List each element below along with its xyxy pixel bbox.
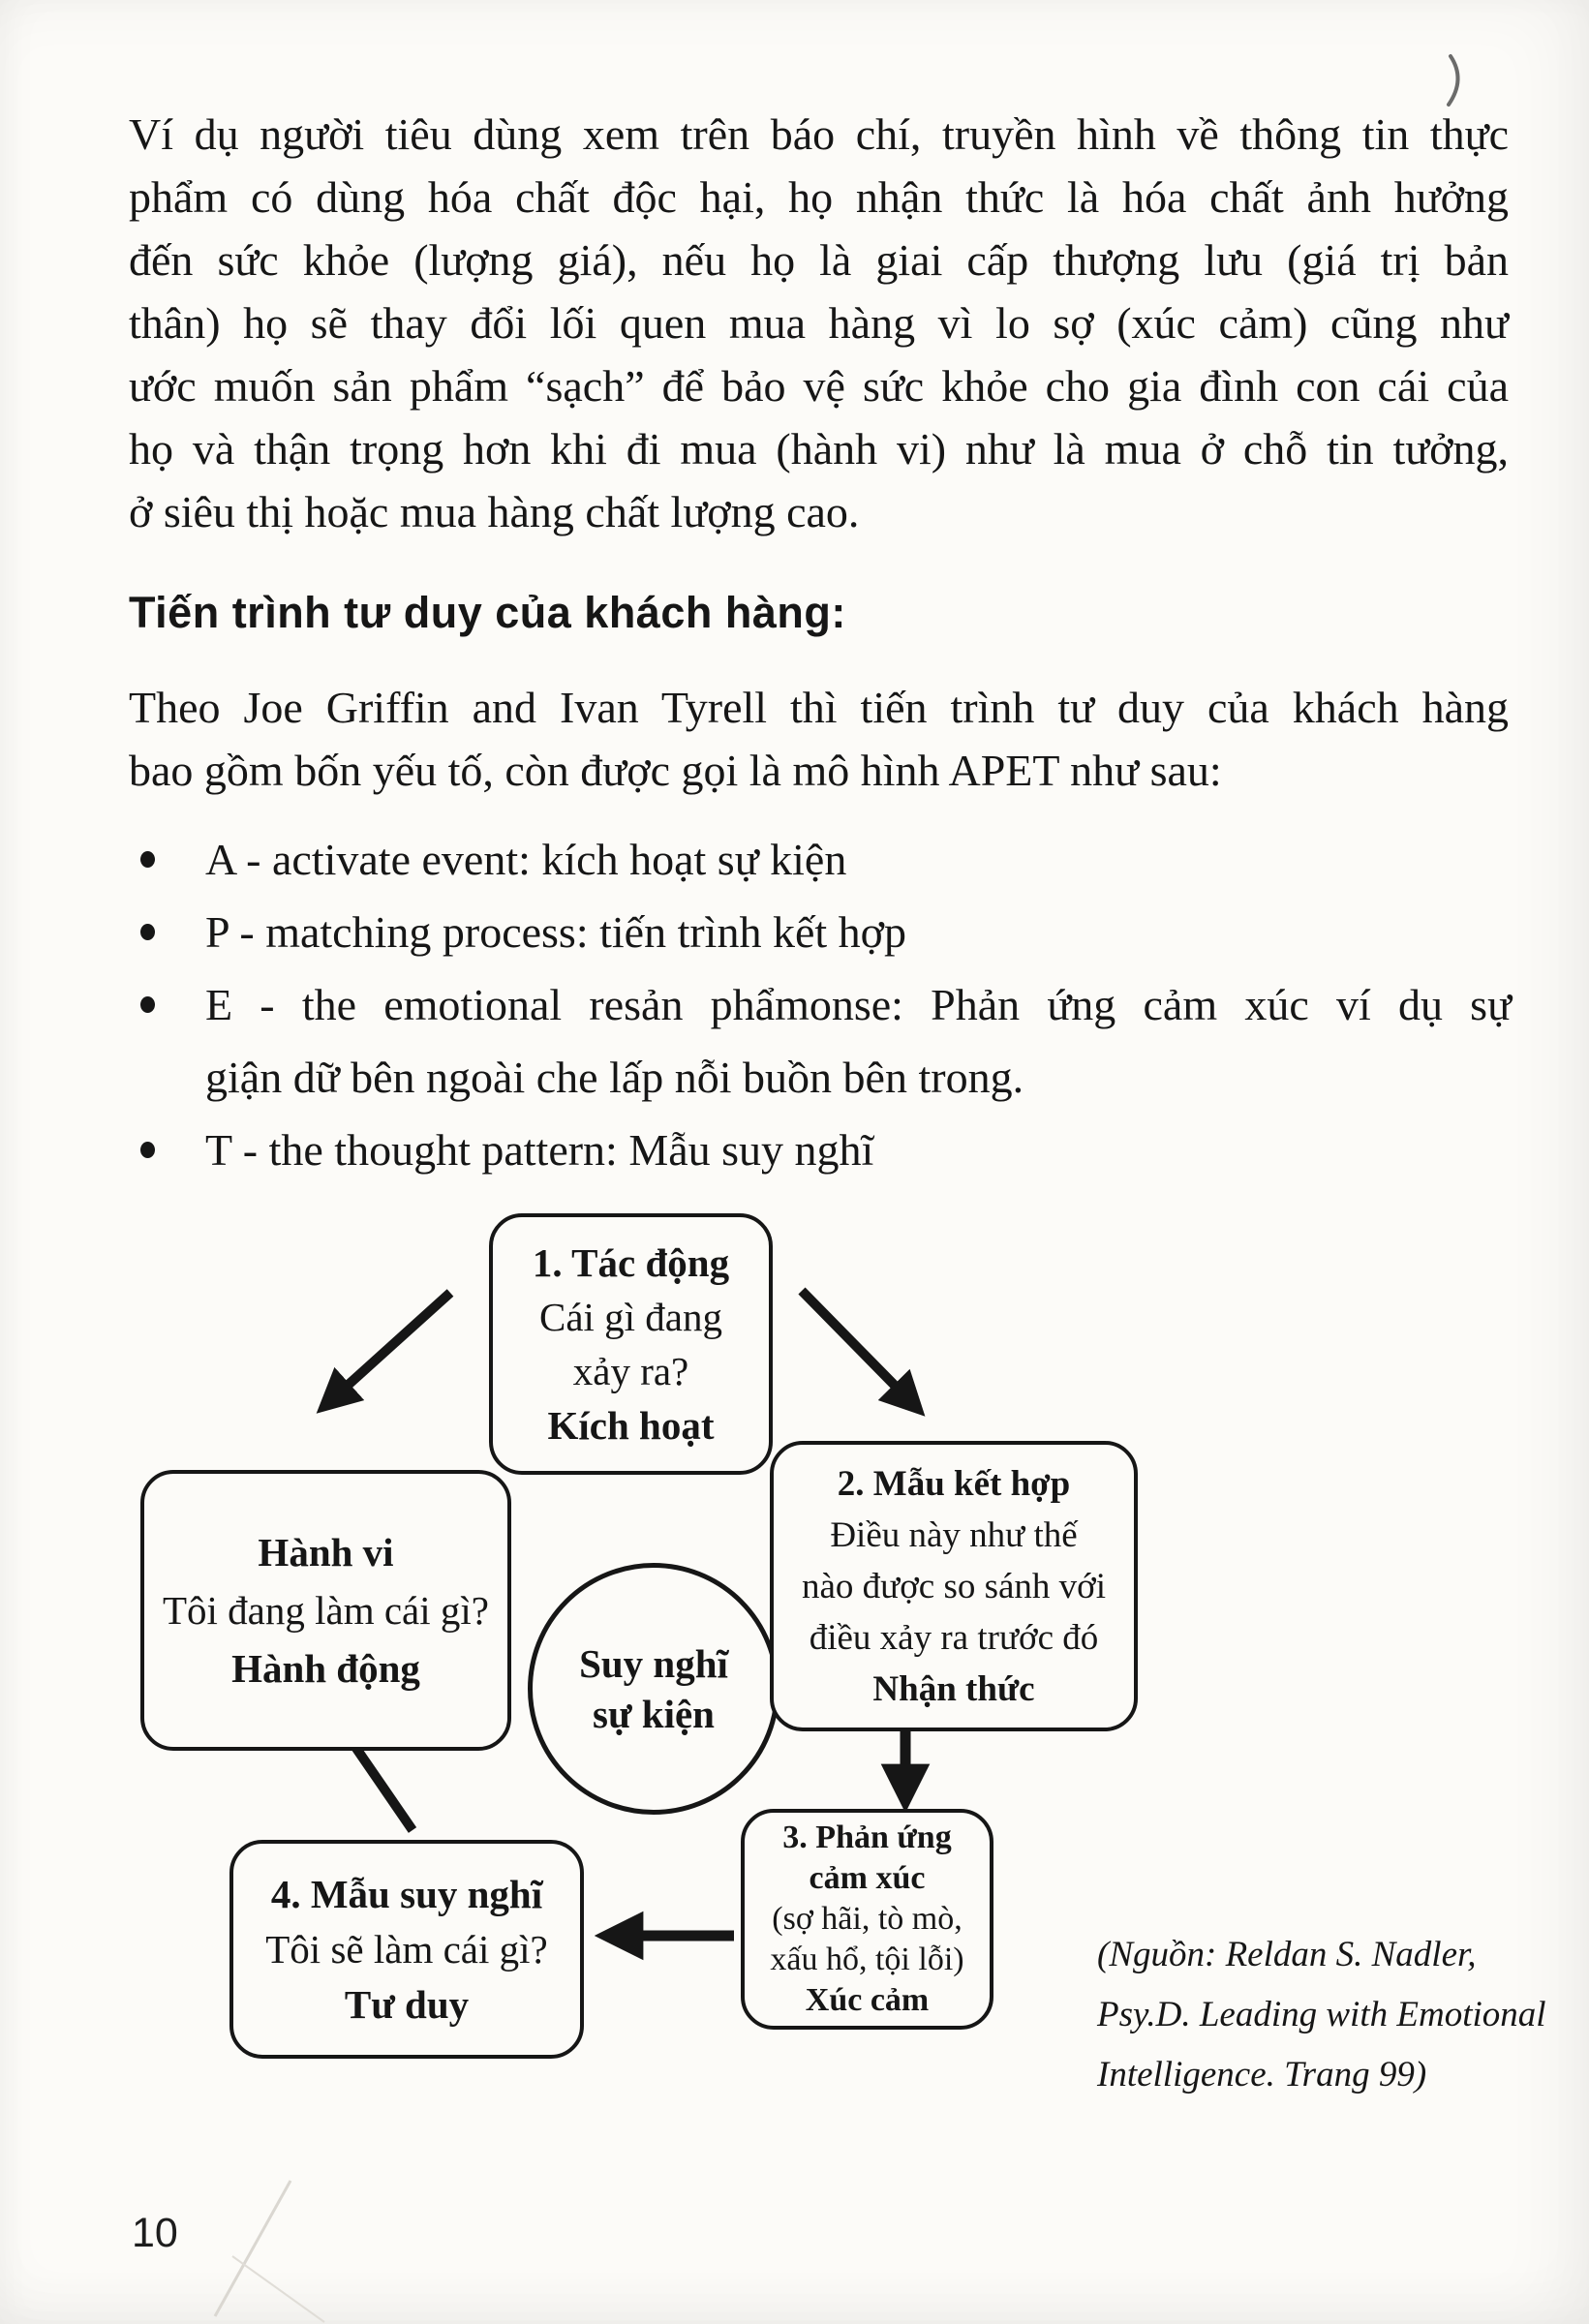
diagram-node-line: xảy ra? <box>572 1349 689 1393</box>
scan-crease <box>215 2181 290 2316</box>
paragraph-line: bao gồm bốn yếu tố, còn được gọi là mô hình APET như sau: <box>129 746 1222 795</box>
apet-bullet-list <box>129 823 1512 1186</box>
bullet-item <box>129 823 1512 896</box>
bullet-line: E - the emotional resản phẩmonse: Phản ứng cảm xúc ví dụ sự <box>205 980 1512 1029</box>
diagram-node-line: 1. Tác động <box>532 1240 730 1285</box>
bullet-dot-icon <box>140 996 155 1013</box>
paragraph-consumer-example <box>129 103 1509 543</box>
bullet-line: T - the thought pattern: Mẫu suy nghĩ <box>205 1125 874 1175</box>
diagram-node-center-circle <box>528 1563 779 1815</box>
diagram-node-line: Tư duy <box>344 1981 470 2027</box>
diagram-node-line: Cái gì đang <box>538 1295 723 1339</box>
bullet-item <box>129 968 1512 1114</box>
diagram-node-behavior <box>140 1470 511 1751</box>
arrow-trigger-to-behavior <box>332 1293 450 1399</box>
diagram-node-trigger <box>489 1213 773 1475</box>
page-number: 10 <box>132 2210 178 2256</box>
bullet-dot-icon <box>140 1142 155 1158</box>
paragraph-apet-intro <box>129 676 1509 802</box>
arrow-trigger-to-matching <box>802 1291 910 1401</box>
diagram-node-thought <box>229 1840 584 2059</box>
bullet-line: A - activate event: kích hoạt sự kiện <box>205 835 847 884</box>
bullet-line: P - matching process: tiến trình kết hợp <box>205 907 906 957</box>
paragraph-line: Ví dụ người tiêu dùng xem trên báo chí, truyền hình về thông tin thực <box>129 109 1509 159</box>
bullet-dot-icon <box>140 851 155 868</box>
bullet-item <box>129 896 1512 968</box>
paragraph-line: thân) họ sẽ thay đổi lối quen mua hàng vì lo sợ (xúc cảm) cũng như <box>129 298 1509 348</box>
diagram-node-line: Hành động <box>231 1646 420 1691</box>
diagram-node-line: Nhận thức <box>872 1668 1035 1709</box>
paragraph-line: phẩm có dùng hóa chất độc hại, họ nhận thức là hóa chất ảnh hưởng <box>129 172 1509 222</box>
diagram-node-line: điều xảy ra trước đó <box>809 1617 1099 1658</box>
paragraph-line: ước muốn sản phẩm “sạch” để bảo vệ sức khỏe cho gia đình con cái của <box>129 361 1509 411</box>
diagram-node-line: xấu hổ, tội lỗi) <box>770 1942 964 1977</box>
diagram-node-line: 4. Mẫu suy nghĩ <box>270 1871 543 1916</box>
diagram-node-line: 3. Phản ứng <box>782 1819 952 1855</box>
diagram-node-line: Tôi đang làm cái gì? <box>163 1588 489 1633</box>
bullet-item <box>129 1114 1512 1186</box>
diagram-node-line: Hành vi <box>258 1530 394 1575</box>
diagram-node-line: cảm xúc <box>809 1860 926 1896</box>
citation-line: Psy.D. Leading with Emotional <box>1097 1995 1546 2034</box>
scan-crease <box>232 2256 324 2322</box>
diagram-node-line: Điều này như thế <box>830 1514 1078 1555</box>
paragraph-line: đến sức khỏe (lượng giá), nếu họ là giai cấp thượng lưu (giá trị bản <box>129 235 1509 285</box>
diagram-node-line: 2. Mẫu kết hợp <box>837 1463 1071 1504</box>
diagram-node-line: Tôi sẽ làm cái gì? <box>265 1926 548 1972</box>
paragraph-line: ở siêu thị hoặc mua hàng chất lượng cao. <box>129 487 860 536</box>
diagram-node-matching <box>770 1441 1138 1731</box>
diagram-node-line: Suy nghĩ <box>579 1641 728 1686</box>
source-citation <box>1097 1925 1562 2105</box>
citation-line: Intelligence. Trang 99) <box>1097 2055 1427 2095</box>
diagram-node-line: nào được so sánh với <box>801 1566 1107 1606</box>
bullet-line: giận dữ bên ngoài che lấp nỗi buồn bên trong. <box>205 1053 1024 1102</box>
diagram-node-line: Xúc cảm <box>805 1982 930 2018</box>
diagram-node-emotional <box>741 1809 993 2030</box>
section-heading: Tiến trình tư duy của khách hàng: <box>129 588 846 637</box>
diagram-node-line: sự kiện <box>592 1692 715 1736</box>
paragraph-line: họ và thận trọng hơn khi đi mua (hành vi) như là mua ở chỗ tin tưởng, <box>129 424 1509 474</box>
scan-mark <box>1449 56 1458 105</box>
bullet-dot-icon <box>140 924 155 940</box>
citation-line: (Nguồn: Reldan S. Nadler, <box>1097 1935 1477 1974</box>
diagram-node-line: Kích hoạt <box>547 1403 715 1448</box>
paragraph-line: Theo Joe Griffin and Ivan Tyrell thì tiến trình tư duy của khách hàng <box>129 683 1509 732</box>
diagram-node-line: (sợ hãi, tò mò, <box>772 1901 963 1937</box>
